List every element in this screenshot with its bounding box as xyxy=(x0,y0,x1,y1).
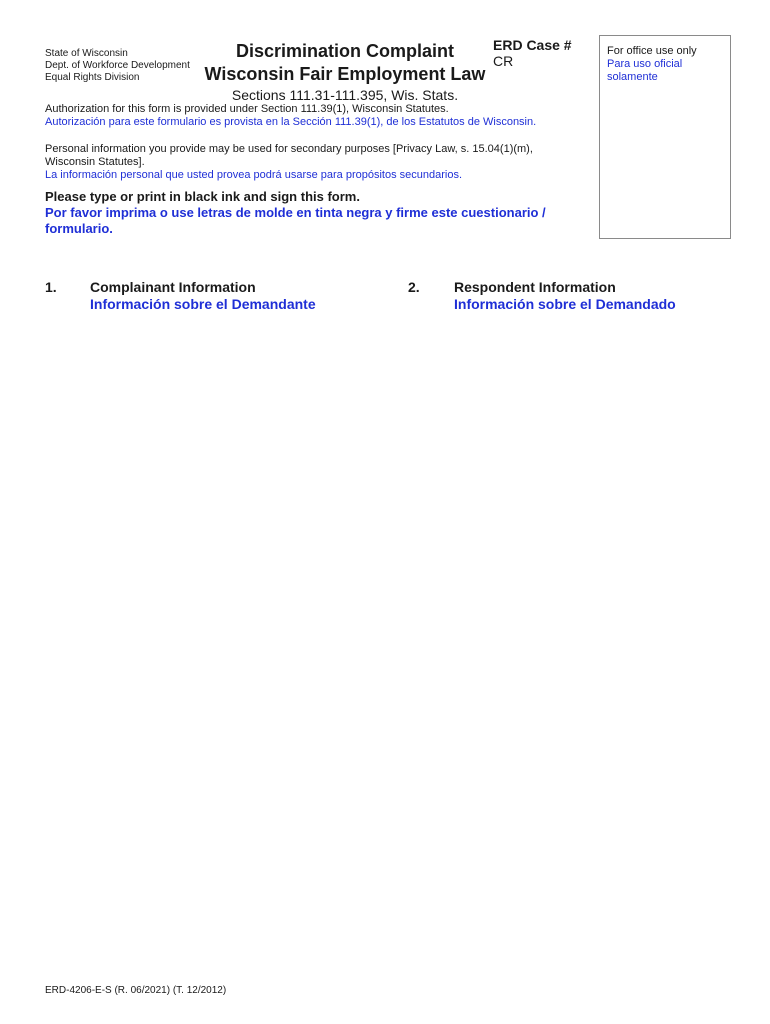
section-2-number: 2. xyxy=(408,279,420,295)
privacy-notice xyxy=(45,143,575,182)
section-1-heading xyxy=(90,279,316,313)
section-1-number: 1. xyxy=(45,279,57,295)
office-use-label-es: Para uso oficial solamente xyxy=(607,58,683,83)
form-title: Discrimination Complaint xyxy=(235,41,455,61)
erd-case-prefix: CR xyxy=(493,53,514,69)
section-1-title-es: Información sobre el Demandante xyxy=(90,296,316,312)
agency-department: Dept. of Workforce Development xyxy=(45,60,190,71)
privacy-en: Personal information you provide may be used for secondary purposes [Privacy Law, s. 15.04(1)(m), Wisconsin Statutes]. xyxy=(45,143,533,168)
section-2-title-en: Respondent Information xyxy=(454,279,616,295)
erd-case-number xyxy=(493,37,572,69)
erd-case-label: ERD Case # xyxy=(493,37,572,53)
section-2-heading xyxy=(454,279,676,313)
agency-state: State of Wisconsin xyxy=(45,48,128,59)
form-title-block xyxy=(200,40,490,103)
authorization-en: Authorization for this form is provided under Section 111.39(1), Wisconsin Statutes. xyxy=(45,103,449,115)
section-2-title-es: Información sobre el Demandado xyxy=(454,296,676,312)
instructions-en: Please type or print in black ink and sign this form. xyxy=(45,189,360,204)
office-use-label-en: For office use only xyxy=(607,45,697,57)
agency-division: Equal Rights Division xyxy=(45,72,140,83)
instructions xyxy=(45,189,595,237)
agency-block xyxy=(45,48,190,84)
authorization-es: Autorización para este formulario es provista en la Sección 111.39(1), de los Estatutos de Wisconsin. xyxy=(45,116,537,128)
form-subtitle: Wisconsin Fair Employment Law xyxy=(204,64,486,84)
authorization-notice xyxy=(45,103,585,129)
form-statute-sections: Sections 111.31-111.395, Wis. Stats. xyxy=(231,87,459,103)
office-use-box xyxy=(599,35,731,239)
form-id-footer: ERD-4206-E-S (R. 06/2021) (T. 12/2012) xyxy=(45,985,227,996)
privacy-es: La información personal que usted provea podrá usarse para propósitos secundarios. xyxy=(45,169,463,181)
section-1-title-en: Complainant Information xyxy=(90,279,256,295)
instructions-es: Por favor imprima o use letras de molde en tinta negra y firme este cuestionario / formulario. xyxy=(45,205,546,236)
